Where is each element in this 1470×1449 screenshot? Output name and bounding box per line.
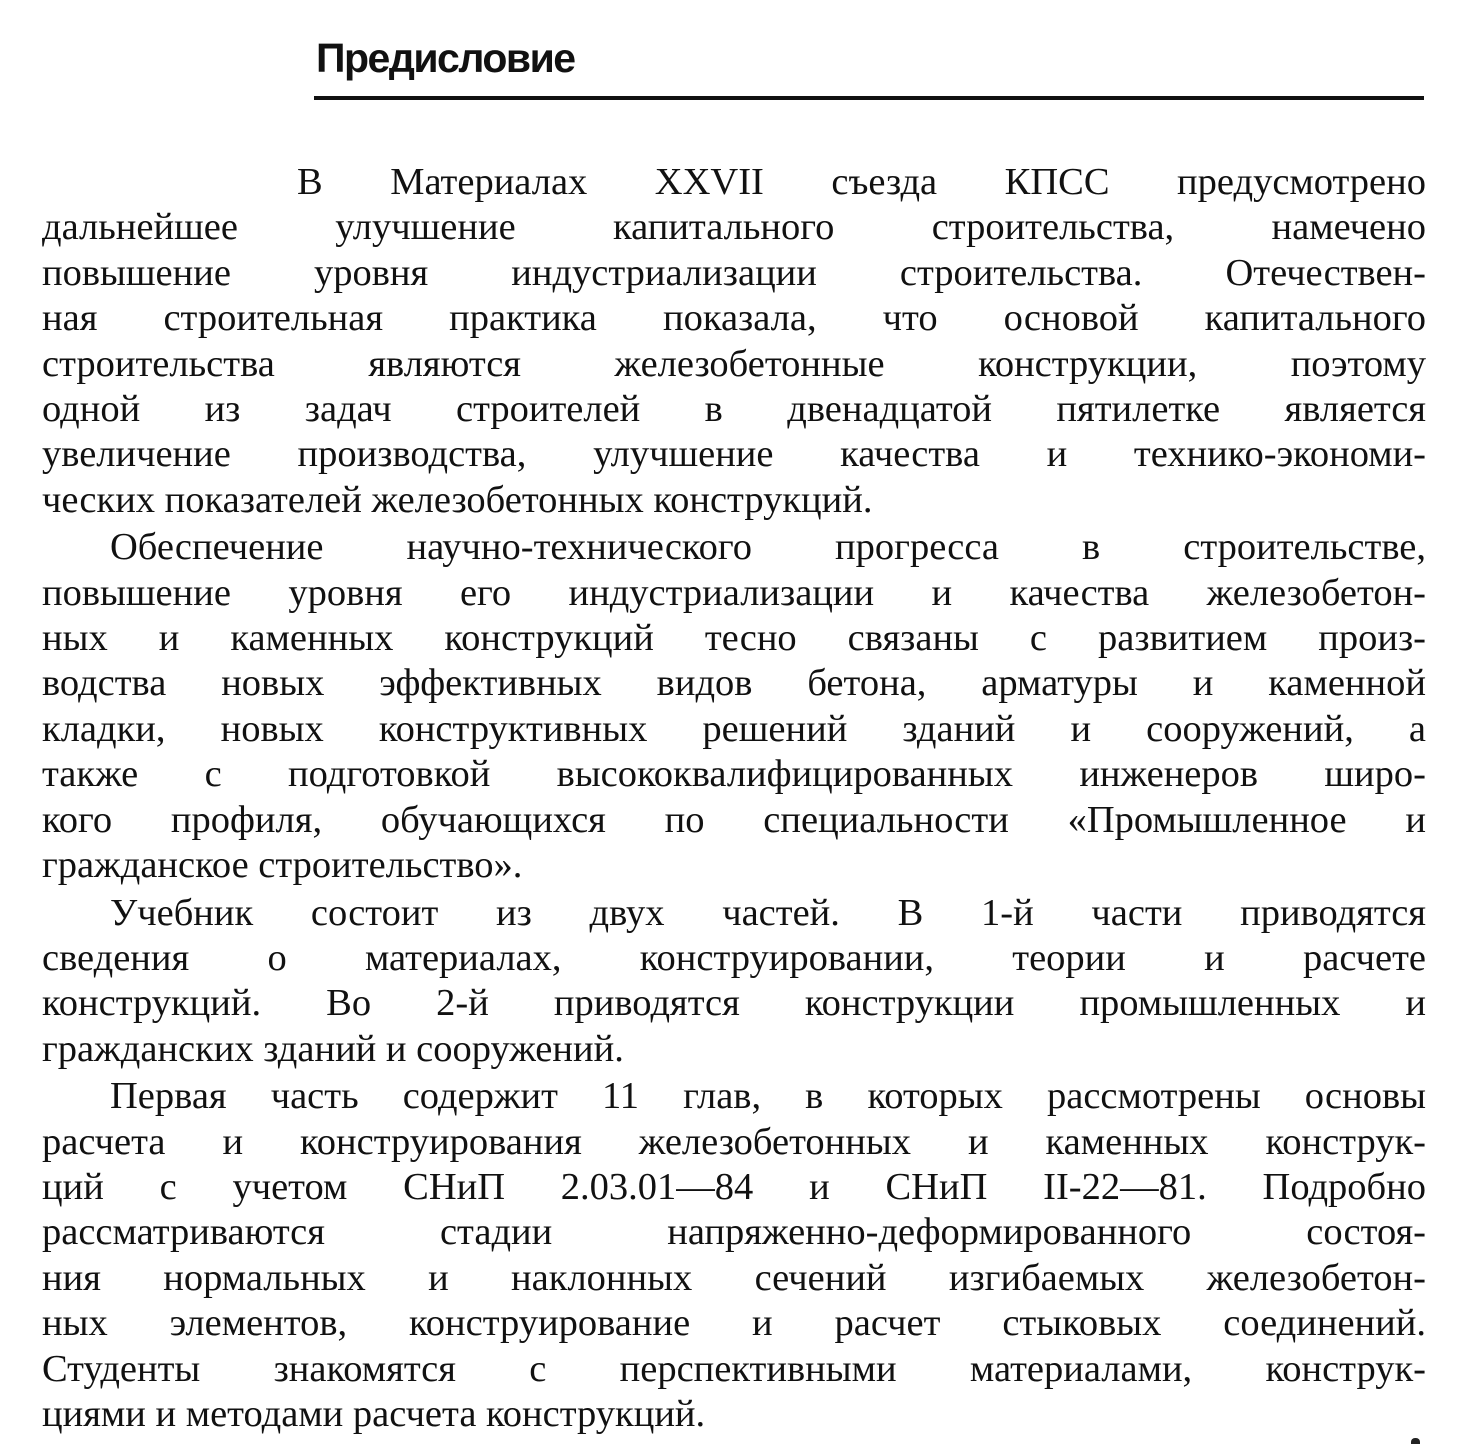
text-line: гражданских зданий и сооружений. [42,1027,624,1070]
text-line: ния нормальных и наклонных сечений изгибаемых железобетон- [42,1256,1426,1299]
text-line: циями и методами расчета конструкций. [42,1392,706,1435]
text-line: расчета и конструирования железобетонных и каменных конструк- [42,1120,1426,1163]
text-line: водства новых эффективных видов бетона, арматуры и каменной [42,662,1426,705]
text-line: одной из задач строителей в двенадцатой пятилетке является [42,388,1426,431]
text-line: ческих показателей железобетонных конструкций. [42,478,873,521]
text-line: сведения о материалах, конструировании, теории и расчете [42,936,1426,979]
text-line: Студенты знакомятся с перспективными материалами, конструк- [42,1347,1426,1390]
text-line: конструкций. Во 2-й приводятся конструкции промышленных и [42,982,1426,1025]
text-line: гражданское строительство». [42,844,523,887]
text-line: ная строительная практика показала, что основой капитального [42,297,1426,340]
text-line: увеличение производства, улучшение качества и технико-экономи- [42,433,1426,476]
title-underline [314,96,1424,100]
text-line: ций с учетом СНиП 2.03.01—84 и СНиП II-22—81. Подробно [42,1165,1426,1208]
text-line: Обеспечение научно-технического прогресса в строительстве, [110,526,1426,569]
text-line: ных элементов, конструирование и расчет стыковых соединений. [42,1302,1426,1345]
text-line: кладки, новых конструктивных решений зданий и сооружений, а [42,707,1426,750]
text-line: также с подготовкой высококвалифицированных инженеров широ- [42,753,1426,796]
text-line: повышение уровня его индустриализации и качества железобетон- [42,571,1426,614]
page-title: Предисловие [316,35,575,81]
paragraph-3 [42,891,1426,1073]
text-line: ных и каменных конструкций тесно связаны с развитием произ- [42,617,1426,660]
page-number-fragment [1411,1438,1420,1444]
text-line: В Материалах XXVII съезда КПСС предусмотрено [297,161,1426,203]
text-line: повышение уровня индустриализации строительства. Отечествен- [42,251,1426,294]
paragraph-4 [42,1074,1426,1437]
text-line: кого профиля, обучающихся по специальности «Промышленное и [42,798,1426,841]
paragraph-2 [42,525,1426,888]
text-line: Первая часть содержит 11 глав, в которых рассмотрены основы [110,1075,1426,1118]
paragraph-1 [42,160,1426,523]
text-line: рассматриваются стадии напряженно-деформированного состоя- [42,1211,1426,1254]
text-line: строительства являются железобетонные конструкции, поэтому [42,342,1426,385]
body-text [42,160,1426,1437]
text-line: дальнейшее улучшение капитального строительства, намечено [42,206,1426,249]
text-line: Учебник состоит из двух частей. В 1-й части приводятся [110,891,1426,934]
